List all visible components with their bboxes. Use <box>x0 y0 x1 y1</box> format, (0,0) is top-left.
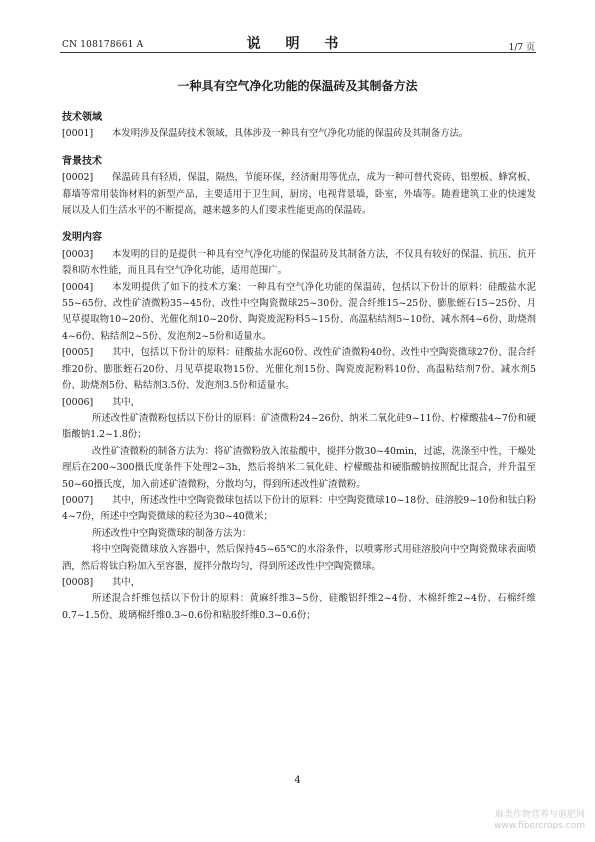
watermark-line-1: 麻类作物营养与施肥网 <box>494 810 585 820</box>
publication-number: CN 108178661 A <box>62 40 144 50</box>
paragraph-0002 <box>62 170 536 219</box>
page-counter: 1/7 页 <box>508 43 535 53</box>
paragraph-0001 <box>62 126 536 142</box>
paragraph-number: [0001] <box>62 128 94 140</box>
section-heading-background: 背景技术 <box>62 155 102 167</box>
paragraph-0008 <box>62 575 536 591</box>
paragraph-0007-line-1: 所述改性中空陶瓷微球的制备方法为： <box>92 527 252 539</box>
paragraph-number: [0008] <box>62 576 94 588</box>
paragraph-text: 其中， <box>112 576 141 588</box>
paragraph-number: [0007] <box>62 494 94 506</box>
document-type-heading: 说 明 书 <box>246 36 349 52</box>
paragraph-text: 其中， <box>112 396 141 408</box>
paragraph-0008-line-1: 所述混合纤维包括以下份计的原料：黄麻纤维3~5份、硅酸铝纤维2~4份、木棉纤维2~4份、石棉纤维0.7~1.5份、玻璃棉纤维0.3~0.6份和粘胶纤维0.3~0.6份； <box>62 593 536 621</box>
paragraph-0004 <box>62 280 536 346</box>
paragraph-text: 保温砖具有轻质，保温，隔热，节能环保，经济耐用等优点，成为一种可替代瓷砖、铝塑板、蜂窝板、幕墙等常用装饰材料的新型产品，主要适用于卫生间，厨房，电视背景墙，卧室，外墙等。随着建筑工业的快速发展以及人们生活水平的不断提高，越来越多的人们要求性能更高的保温砖。 <box>62 172 536 217</box>
paragraph-number: [0002] <box>62 172 94 184</box>
watermark <box>494 810 585 832</box>
paragraph-0006-line-2: 改性矿渣微粉的制备方法为：将矿渣微粉放入浓盐酸中，搅拌分散30~40min，过滤，洗涤至中性，干燥处理后在200~300摄氏度条件下处理2~3h，然后将纳米二氧化硅、柠檬酸盐和硬脂酸钠按照配比混合，并升温至50~60摄氏度，加入前述矿渣微粉，分散均匀，得到所述改性矿渣微粉。 <box>62 445 536 490</box>
paragraph-0006 <box>62 395 536 411</box>
paragraph-number: [0006] <box>62 396 94 408</box>
paragraph-number: [0004] <box>62 281 94 293</box>
paragraph-text: 本发明的目的是提供一种具有空气净化功能的保温砖及其制备方法，不仅具有较好的保温、抗压、抗开裂和防水性能，而且具有空气净化功能，适用范围广。 <box>62 248 536 277</box>
paragraph-0005 <box>62 345 536 394</box>
watermark-line-2: www.fibercrops.com <box>494 821 585 831</box>
paragraph-text: 本发明涉及保温砖技术领域，具体涉及一种具有空气净化功能的保温砖及其制备方法。 <box>112 128 469 140</box>
document-title: 一种具有空气净化功能的保温砖及其制备方法 <box>177 79 418 93</box>
paragraph-number: [0005] <box>62 347 94 359</box>
paragraph-0003 <box>62 247 536 280</box>
section-heading-summary: 发明内容 <box>62 232 102 244</box>
paragraph-text: 本发明提供了如下的技术方案：一种具有空气净化功能的保温砖，包括以下份计的原料：硅酸盐水泥55~65份、改性矿渣微粉35~45份、改性中空陶瓷微球25~30份、混合纤维15~25份、膨胀蛭石15~25份、月见草提取物10~20份、光催化剂10~20份、陶瓷废泥粉料5~15份、高温粘结剂5~10份、减水剂4~6份、助烧剂4~6份、粘结剂2~5份、发泡剂2~5份和适量水。 <box>62 281 536 342</box>
header-divider <box>60 52 536 53</box>
paragraph-number: [0003] <box>62 248 94 260</box>
document-body <box>62 110 536 624</box>
page-number: 4 <box>294 775 301 786</box>
paragraph-text: 其中，包括以下份计的原料：硅酸盐水泥60份、改性矿渣微粉40份、改性中空陶瓷微球27份、混合纤维20份、膨胀蛭石20份、月见草提取物15份、光催化剂15份、陶瓷废泥粉料10份、高温粘结剂7份、减水剂5份、助烧剂5份、粘结剂3.5份、发泡剂3.5份和适量水。 <box>62 347 536 392</box>
paragraph-0006-line-1: 所述改性矿渣微粉包括以下份计的原料：矿渣微粉24~26份、纳米二氧化硅9~11份、柠檬酸盐4~7份和硬脂酸钠1.2~1.8份； <box>62 412 536 441</box>
paragraph-0007 <box>62 493 536 526</box>
section-heading-tech-field: 技术领域 <box>62 112 102 123</box>
paragraph-0007-line-2: 将中空陶瓷微球放入容器中，然后保持45~65℃的水浴条件，以喷雾形式用硅溶胶向中空陶瓷微球表面喷洒，然后将钛白粉加入至容器，搅拌分散均匀，得到所述改性中空陶瓷微球。 <box>62 544 536 572</box>
paragraph-text: 其中，所述改性中空陶瓷微球包括以下份计的原料：中空陶瓷微球10~18份、硅溶胶9~10份和钛白粉4~7份，所述中空陶瓷微球的粒径为30~40微米； <box>62 494 536 523</box>
